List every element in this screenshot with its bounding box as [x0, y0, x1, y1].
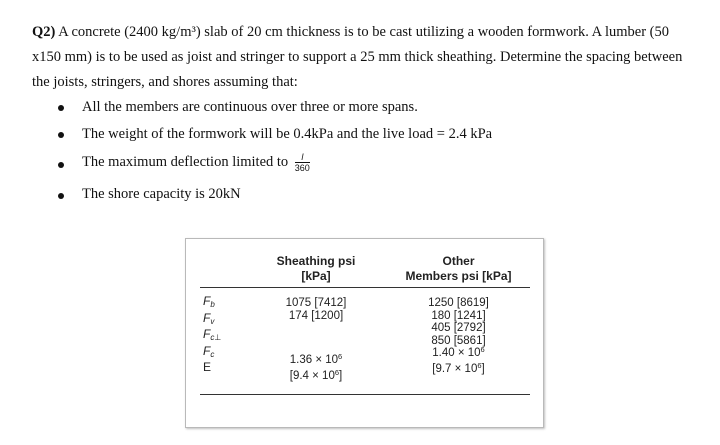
other-fb: 1250 [8619]	[428, 297, 489, 309]
other-header-line2: Members psi [kPa]	[405, 269, 512, 283]
bullet-text-1: All the members are continuous over three or more spans.	[82, 99, 418, 115]
bullet-dot-3	[58, 162, 64, 168]
symbol-fv: $F_v$	[203, 310, 215, 326]
symbol-fc: $F_c$	[203, 343, 215, 359]
bullet-text-4: The shore capacity is 20kN	[82, 186, 241, 202]
bullet-text-3	[82, 152, 310, 173]
bullet-text-2: The weight of the formwork will be 0.4kPa and the live load = 2.4 kPa	[82, 126, 493, 142]
symbol-fb: $F_b$	[203, 294, 215, 309]
sheathing-header	[256, 254, 376, 284]
sheathing-fb: 1075 [7412]	[285, 297, 347, 309]
question-text: A concrete (2400 kg/m³) slab of 20 cm thickness is to be cast utilizing a wooden formwork. A lumber (50 x150 mm) is to be used as joist and stringer to support a 25 mm thick sheathing. Determine the spacing between the joists, stringers, and shores assuming that:	[32, 24, 683, 90]
allowable-stress-table	[185, 238, 544, 428]
bullet-dot-4	[58, 193, 64, 199]
header-rule	[200, 287, 530, 288]
sheathing-e-metric: $[9.4 \times 10^6]$	[289, 367, 343, 382]
deflection-text: The maximum deflection limited to	[82, 153, 289, 170]
deflection-fraction	[295, 152, 310, 173]
other-header-line1: Other	[442, 254, 475, 268]
bottom-rule	[200, 394, 530, 395]
other-fc: 850 [5861]	[431, 334, 486, 347]
property-symbols	[203, 295, 221, 374]
sheathing-fv: 174 [1200]	[288, 309, 344, 322]
other-members-header	[391, 254, 526, 284]
symbol-e: E	[203, 360, 212, 374]
question-paragraph	[32, 20, 697, 95]
bullet-dot-2	[58, 132, 64, 138]
sheathing-e: $1.36 \times 10^6$	[289, 352, 343, 366]
other-fv: 180 [1241]	[431, 309, 486, 322]
other-values	[401, 297, 516, 375]
other-e: $1.40 \times 10^6$	[432, 345, 485, 359]
other-e-metric: $[9.7 \times 10^6]$	[432, 360, 485, 375]
sheathing-values	[261, 297, 371, 382]
sheathing-header-line1: Sheathing psi	[276, 254, 356, 268]
symbol-fc-perp: $F_{c\perp}$	[203, 327, 222, 342]
sheathing-header-line2: [kPa]	[301, 269, 331, 283]
bullet-dot-1	[58, 105, 64, 111]
fraction-denominator: 360	[294, 163, 310, 173]
question-number: Q2)	[32, 24, 56, 40]
other-fc-perp: 405 [2792]	[431, 322, 486, 334]
fraction-numerator: l	[295, 152, 310, 163]
